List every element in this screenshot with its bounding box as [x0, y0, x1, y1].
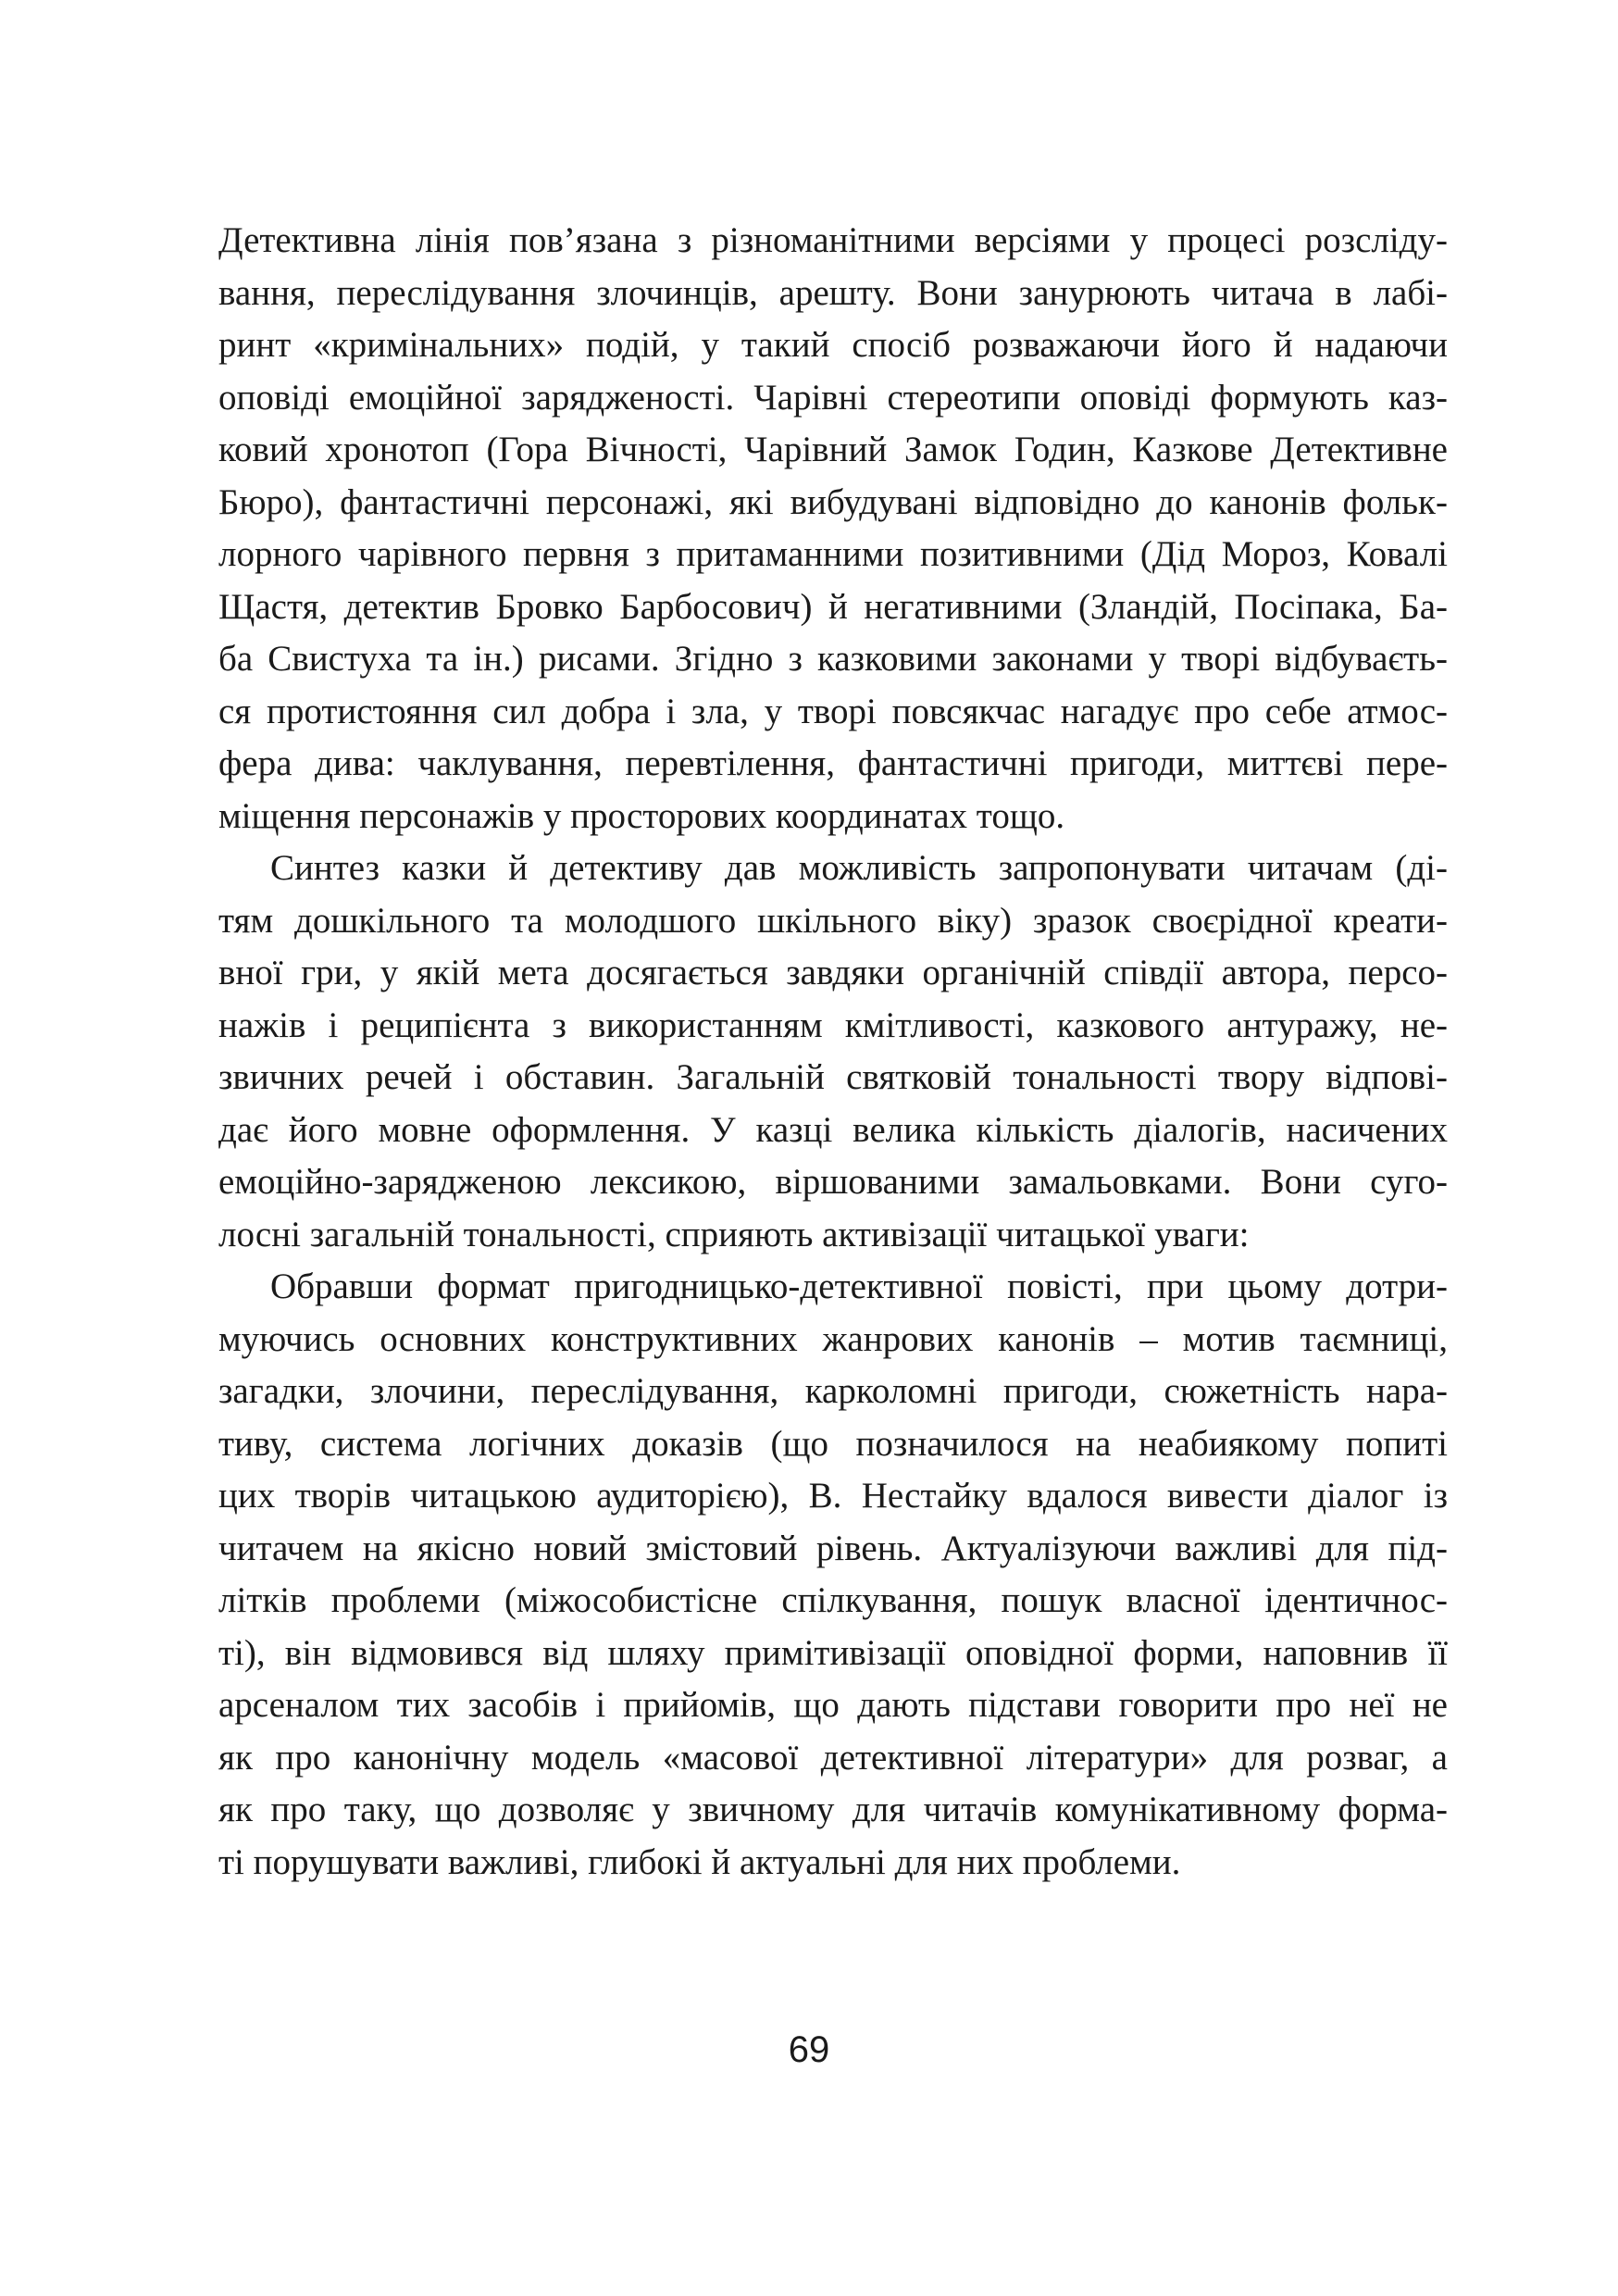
text-line: Детективна лінія пов’язана з різноманітними версіями у процесі розсліду-: [218, 220, 1448, 260]
text-line: ся протистояння сил добра і зла, у творі повсякчас нагадує про себе атмос-: [218, 691, 1448, 731]
text-line: фера дива: чаклування, перевтілення, фантастичні пригоди, миттєві пере-: [218, 743, 1448, 783]
text-line: лосні загальній тональності, сприяють активізації читацької уваги:: [218, 1214, 1250, 1254]
text-line: оповіді емоційної зарядженості. Чарівні стереотипи оповіді формують каз-: [218, 377, 1448, 418]
text-line: ті порушувати важливі, глибокі й актуальні для них проблеми.: [218, 1841, 1181, 1882]
paragraph-3: [218, 1261, 1448, 1889]
text-line: літків проблеми (міжособистісне спілкування, пошук власної ідентичнос-: [218, 1580, 1448, 1620]
text-line: лорного чарівного первня з притаманними позитивними (Дід Мороз, Ковалі: [218, 534, 1448, 574]
text-line: вної гри, у якій мета досягається завдяки органічній співдії автора, персо-: [218, 953, 1448, 992]
text-line: звичних речей і обставин. Загальній святковій тональності твору відпові-: [218, 1057, 1448, 1097]
text-line: читачем на якісно новий змістовий рівень. Актуалізуючи важливі для під-: [218, 1528, 1448, 1568]
text-line: тям дошкільного та молодшого шкільного віку) зразок своєрідної креати-: [218, 900, 1448, 941]
text-line: ринт «кримінальних» подій, у такий спосіб розважаючи його й надаючи: [218, 325, 1448, 365]
paragraph-1: [218, 215, 1448, 842]
text-line: цих творів читацькою аудиторією), В. Нестайку вдалося вивести діалог із: [218, 1476, 1448, 1516]
text-line: дає його мовне оформлення. У казці велика кількість діалогів, насичених: [218, 1109, 1448, 1150]
text-line: вання, переслідування злочинців, арешту. Вони занурюють читача в лабі-: [218, 272, 1448, 313]
text-line: ті), він відмовився від шляху примітивізації оповідної форми, наповнив її: [218, 1632, 1448, 1673]
text-line: Щастя, детектив Бровко Барбосович) й негативними (Зландій, Посіпака, Ба-: [218, 586, 1448, 627]
text-line: арсеналом тих засобів і прийомів, що дають підстави говорити про неї не: [218, 1685, 1448, 1725]
text-line: емоційно-зарядженою лексикою, віршованими замальовками. Вони суго-: [218, 1162, 1448, 1202]
text-line: Синтез казки й детективу дав можливість запропонувати читачам (ді-: [270, 848, 1448, 888]
text-line: Обравши формат пригодницько-детективної повісті, при цьому дотри-: [270, 1267, 1448, 1306]
text-line: муючись основних конструктивних жанрових канонів – мотив таємниці,: [218, 1318, 1448, 1359]
page-number: 69: [788, 2029, 830, 2070]
text-line: загадки, злочини, переслідування, карколомні пригоди, сюжетність нара-: [218, 1371, 1448, 1411]
text-line: ба Свистуха та ін.) рисами. Згідно з казковими законами у творі відбуваєть-: [218, 639, 1448, 679]
body-text: [218, 215, 1448, 1889]
paragraph-2: [218, 842, 1448, 1261]
text-line: ковий хронотоп (Гора Вічності, Чарівний Замок Годин, Казкове Детективне: [218, 430, 1448, 469]
text-line: тиву, система логічних доказів (що позначилося на неабиякому попиті: [218, 1423, 1448, 1464]
text-line: як про канонічну модель «масової детективної літератури» для розваг, а: [218, 1737, 1448, 1778]
text-line: нажів і реципієнта з використанням кмітливості, казкового антуражу, не-: [218, 1004, 1448, 1045]
text-line: як про таку, що дозволяє у звичному для читачів комунікативному форма-: [218, 1790, 1448, 1829]
text-line: Бюро), фантастичні персонажі, які вибудувані відповідно до канонів фольк-: [218, 481, 1448, 522]
text-line: міщення персонажів у просторових координатах тощо.: [218, 795, 1065, 836]
